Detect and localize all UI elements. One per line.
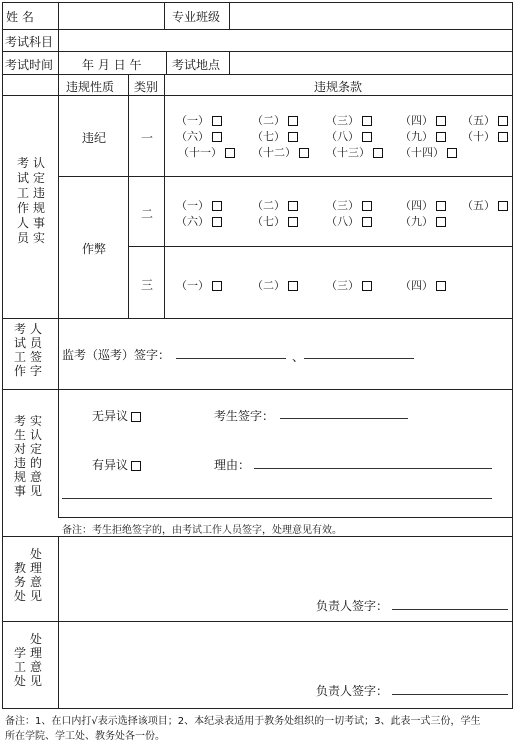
clause-checkbox[interactable]	[288, 116, 298, 126]
clause-label: （七）	[252, 130, 285, 143]
clause-checkbox[interactable]	[362, 281, 372, 291]
clause-option[interactable]	[400, 144, 457, 160]
category-2: 二	[141, 207, 154, 221]
discipline-label: 违纪	[82, 131, 107, 145]
clause-option[interactable]	[252, 144, 309, 160]
clause-option[interactable]	[462, 112, 508, 128]
clause-option[interactable]	[326, 197, 372, 213]
nature-header: 违规性质	[66, 80, 115, 94]
clause-label: （十三）	[326, 146, 370, 159]
clause-checkbox[interactable]	[362, 201, 372, 211]
clause-label: （二）	[252, 199, 285, 212]
invigilator-sign-label: 监考（巡考）签字：	[62, 348, 171, 362]
clause-checkbox[interactable]	[288, 132, 298, 142]
category-1: 一	[141, 131, 154, 145]
section5-title: 处 学 理 工 意 处 见	[14, 632, 43, 688]
clause-label: （五）	[462, 199, 495, 212]
has-objection-checkbox[interactable]	[131, 461, 141, 471]
clause-option[interactable]	[400, 197, 446, 213]
clause-label: （八）	[326, 130, 359, 143]
reason-line[interactable]	[254, 468, 492, 469]
clause-checkbox[interactable]	[447, 148, 457, 158]
has-objection-option[interactable]: 有异议	[92, 456, 141, 473]
clause-option[interactable]	[326, 128, 372, 144]
clause-checkbox[interactable]	[212, 132, 222, 142]
invigilator-sign-line-1[interactable]	[176, 358, 286, 359]
clause-option[interactable]	[400, 128, 446, 144]
clause-checkbox[interactable]	[362, 116, 372, 126]
clause-label: （九）	[400, 130, 433, 143]
cheating-label: 作弊	[82, 242, 107, 256]
clause-checkbox[interactable]	[212, 116, 222, 126]
clause-label: （十一）	[178, 146, 222, 159]
footer-note-line-2: 所在学院、学工处、教务处各一份。	[5, 731, 165, 742]
clause-label: （十四）	[400, 146, 444, 159]
clause-checkbox[interactable]	[288, 201, 298, 211]
invigilator-sign-line-2[interactable]	[304, 358, 414, 359]
time-label: 考试时间	[5, 58, 54, 72]
candidate-sign-line[interactable]	[280, 418, 408, 419]
clause-checkbox[interactable]	[212, 201, 222, 211]
major-class-label: 专业班级	[172, 10, 221, 24]
clause-label: （一）	[176, 279, 209, 292]
clause-checkbox[interactable]	[436, 116, 446, 126]
clause-label: （四）	[400, 279, 433, 292]
student-affairs-sign-line[interactable]	[392, 694, 508, 695]
clause-option[interactable]	[400, 277, 446, 293]
clause-option[interactable]	[462, 197, 508, 213]
remark-1: 备注：考生拒绝签字的，由考试工作人员签字，处理意见有效。	[62, 525, 342, 536]
edu-affairs-sign-line[interactable]	[392, 609, 508, 610]
clause-label: （三）	[326, 199, 359, 212]
clause-label: （四）	[400, 199, 433, 212]
clause-label: （四）	[400, 114, 433, 127]
clause-label: （三）	[326, 114, 359, 127]
clause-option[interactable]	[252, 197, 298, 213]
section3-title: 考 实 生 认 对 定 违 的 规 意 事 见	[14, 414, 43, 498]
clause-option[interactable]	[176, 128, 222, 144]
clause-option[interactable]	[326, 277, 372, 293]
section2-title: 考 人 试 员 工 签 作 字	[14, 322, 43, 378]
clause-checkbox[interactable]	[436, 201, 446, 211]
name-label: 姓 名	[6, 10, 34, 24]
clause-checkbox[interactable]	[436, 217, 446, 227]
clause-checkbox[interactable]	[212, 281, 222, 291]
clause-option[interactable]	[252, 128, 298, 144]
clause-checkbox[interactable]	[362, 217, 372, 227]
clause-label: （十）	[462, 130, 495, 143]
clause-checkbox[interactable]	[225, 148, 235, 158]
clause-checkbox[interactable]	[212, 217, 222, 227]
clause-checkbox[interactable]	[299, 148, 309, 158]
separator: 、	[292, 350, 305, 364]
subject-label: 考试科目	[5, 35, 54, 49]
clause-label: （八）	[326, 215, 359, 228]
clause-option[interactable]	[178, 144, 235, 160]
clause-label: （二）	[252, 279, 285, 292]
clause-label: （二）	[252, 114, 285, 127]
clause-option[interactable]	[326, 144, 383, 160]
candidate-sign-label: 考生签字：	[214, 409, 275, 423]
clause-label: （三）	[326, 279, 359, 292]
clause-option[interactable]	[252, 213, 298, 229]
clause-option[interactable]	[176, 112, 222, 128]
edu-affairs-sign-label: 负责人签字：	[316, 599, 389, 613]
no-objection-option[interactable]: 无异议	[92, 407, 141, 424]
date-label: 年 月 日 午	[82, 58, 142, 72]
clause-option[interactable]	[252, 277, 298, 293]
place-label: 考试地点	[172, 58, 221, 72]
clause-option[interactable]	[176, 197, 222, 213]
section1-title: 考 认 试 定 工 违 作 规 人 事 员 实	[17, 156, 46, 245]
clause-checkbox[interactable]	[288, 281, 298, 291]
clause-option[interactable]	[176, 277, 222, 293]
student-affairs-sign-label: 负责人签字：	[316, 684, 389, 698]
clause-header: 违规条款	[314, 80, 363, 94]
category-header: 类别	[134, 80, 159, 94]
clause-checkbox[interactable]	[498, 201, 508, 211]
clause-option[interactable]	[326, 213, 372, 229]
clause-checkbox[interactable]	[362, 132, 372, 142]
clause-checkbox[interactable]	[498, 132, 508, 142]
clause-option[interactable]	[462, 128, 508, 144]
clause-checkbox[interactable]	[436, 281, 446, 291]
clause-label: （六）	[176, 130, 209, 143]
no-objection-checkbox[interactable]	[131, 412, 141, 422]
clause-option[interactable]	[176, 213, 222, 229]
section4-title: 处 教 理 务 意 处 见	[14, 547, 43, 603]
clause-checkbox[interactable]	[373, 148, 383, 158]
clause-label: （五）	[462, 114, 495, 127]
clause-label: （一）	[176, 114, 209, 127]
clause-checkbox[interactable]	[498, 116, 508, 126]
clause-option[interactable]	[400, 213, 446, 229]
clause-label: （七）	[252, 215, 285, 228]
clause-label: （六）	[176, 215, 209, 228]
clause-option[interactable]	[400, 112, 446, 128]
clause-checkbox[interactable]	[436, 132, 446, 142]
clause-label: （一）	[176, 199, 209, 212]
clause-checkbox[interactable]	[288, 217, 298, 227]
clause-option[interactable]	[326, 112, 372, 128]
clause-label: （十二）	[252, 146, 296, 159]
footer-note-line-1: 备注：1、在口内打√表示选择该项目；2、本纪录表适用于教务处组织的一切考试；3、此表一式三份，学生	[5, 716, 481, 727]
clause-option[interactable]	[252, 112, 298, 128]
reason-label: 理由：	[214, 458, 251, 472]
clause-label: （九）	[400, 215, 433, 228]
reason-line-2[interactable]	[62, 498, 492, 499]
category-3: 三	[141, 278, 154, 292]
